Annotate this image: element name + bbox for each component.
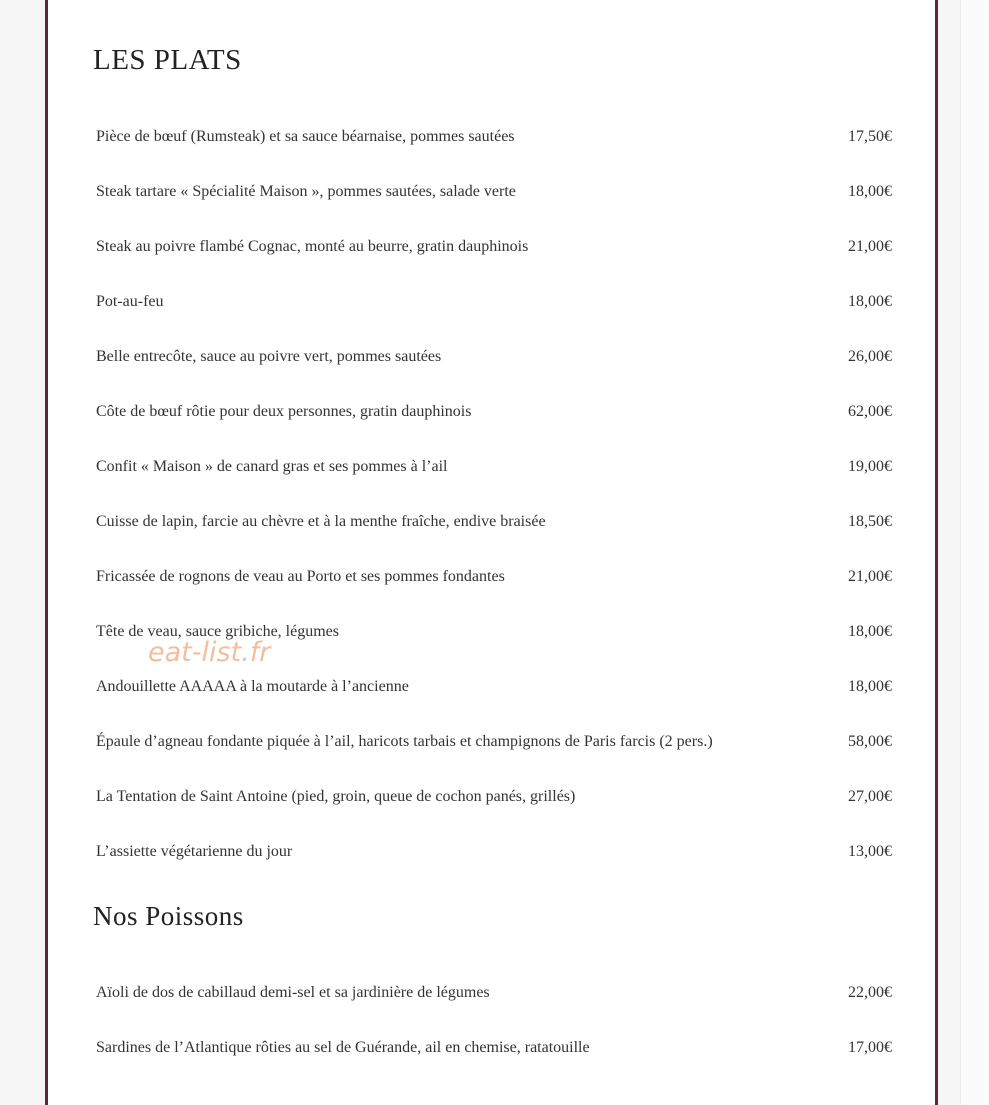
watermark: eat-list.fr (148, 637, 271, 668)
item-price: 18,00€ (848, 183, 892, 200)
item-name: Côte de bœuf rôtie pour deux personnes, gratin dauphinois (96, 403, 472, 420)
list-item (96, 982, 892, 1037)
section-title-plats: LES PLATS (93, 44, 242, 76)
item-price: 18,00€ (848, 293, 892, 310)
item-price: 17,00€ (848, 1039, 892, 1056)
item-name: La Tentation de Saint Antoine (pied, groin, queue de cochon panés, grillés) (96, 788, 576, 805)
list-item (96, 401, 892, 456)
item-price: 26,00€ (848, 348, 892, 365)
item-name: Steak tartare « Spécialité Maison », pommes sautées, salade verte (96, 183, 516, 200)
item-price: 17,50€ (848, 128, 892, 145)
list-item (96, 126, 892, 181)
list-item (96, 731, 892, 786)
section-title-poissons: Nos Poissons (93, 901, 244, 931)
item-price: 21,00€ (848, 238, 892, 255)
item-price: 21,00€ (848, 568, 892, 585)
list-item (96, 841, 892, 896)
item-price: 62,00€ (848, 403, 892, 420)
item-price: 58,00€ (848, 733, 892, 750)
item-name: Pièce de bœuf (Rumsteak) et sa sauce béarnaise, pommes sautées (96, 128, 515, 145)
item-name: Andouillette AAAAA à la moutarde à l’ancienne (96, 678, 409, 695)
list-item (96, 346, 892, 401)
item-name: Belle entrecôte, sauce au poivre vert, pommes sautées (96, 348, 442, 365)
item-name: Confit « Maison » de canard gras et ses pommes à l’ail (96, 458, 448, 475)
list-item (96, 676, 892, 731)
list-item (96, 236, 892, 291)
item-name: Cuisse de lapin, farcie au chèvre et à la menthe fraîche, endive braisée (96, 513, 546, 530)
item-name: Sardines de l’Atlantique rôties au sel de Guérande, ail en chemise, ratatouille (96, 1039, 590, 1056)
list-item (96, 456, 892, 511)
list-item (96, 291, 892, 346)
item-price: 22,00€ (848, 984, 892, 1001)
item-name: Steak au poivre flambé Cognac, monté au beurre, gratin dauphinois (96, 238, 529, 255)
poissons-list (96, 982, 892, 1092)
item-price: 19,00€ (848, 458, 892, 475)
menu-panel (45, 0, 938, 1105)
plats-list (96, 126, 892, 896)
item-price: 18,00€ (848, 678, 892, 695)
item-name: Épaule d’agneau fondante piquée à l’ail, haricots tarbais et champignons de Paris farcis (2 pers.) (96, 733, 713, 750)
item-price: 27,00€ (848, 788, 892, 805)
list-item (96, 181, 892, 236)
item-name: Aïoli de dos de cabillaud demi-sel et sa jardinière de légumes (96, 984, 490, 1001)
list-item (96, 511, 892, 566)
item-price: 18,50€ (848, 513, 892, 530)
list-item (96, 786, 892, 841)
item-name: Tête de veau, sauce gribiche, légumes (96, 623, 339, 640)
list-item (96, 1037, 892, 1092)
item-name: L’assiette végétarienne du jour (96, 843, 293, 860)
item-name: Fricassée de rognons de veau au Porto et ses pommes fondantes (96, 568, 505, 585)
right-margin-strip (960, 0, 989, 1105)
list-item (96, 566, 892, 621)
item-price: 18,00€ (848, 623, 892, 640)
item-price: 13,00€ (848, 843, 892, 860)
item-name: Pot-au-feu (96, 293, 164, 310)
